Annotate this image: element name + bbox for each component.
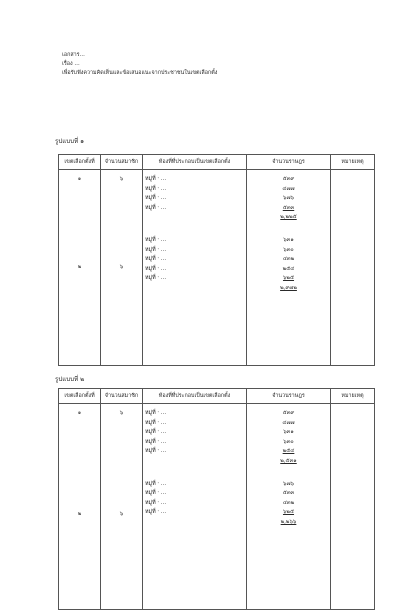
population-total: ๒,๒๒๕ <box>280 214 297 221</box>
remarks-text <box>333 409 372 419</box>
section-2-label: รูปแบบที่ ๒ <box>55 376 85 383</box>
section-1-label: รูปแบบที่ ๑ <box>55 138 85 145</box>
population-cell <box>247 170 331 366</box>
remarks-cell <box>331 170 375 366</box>
population-value: ๖๓๐ <box>283 246 294 253</box>
village-name: หมู่ที่ · … <box>145 195 167 202</box>
village-name: หมู่ที่ · … <box>145 246 167 253</box>
population-value: ๖๒๕ <box>282 509 295 516</box>
col-header-population: จำนวนราษฎร <box>247 155 331 170</box>
village-name: หมู่ที่ · … <box>145 490 167 497</box>
col-header-district: เขตเลือกตั้งที่ <box>59 389 101 404</box>
col-header-population: จำนวนราษฎร <box>247 389 331 404</box>
village-name: หมู่ที่ · … <box>145 275 167 282</box>
remarks-cell <box>331 404 375 610</box>
col-header-villages: ท้องที่ที่ประกอบเป็นเขตเลือกตั้ง <box>143 389 247 404</box>
member-count: ๖ <box>119 176 124 182</box>
village-name: หมู่ที่ · … <box>145 429 167 436</box>
population-value: ๔๓๒ <box>282 256 295 263</box>
population-value: ๕๓๓ <box>282 204 295 211</box>
col-header-remarks: หมายเหตุ <box>331 389 375 404</box>
population-value: ๖๗๖ <box>283 195 294 202</box>
col-header-members: จำนวนสมาชิก <box>101 155 143 170</box>
village-name: หมู่ที่ · … <box>145 509 167 516</box>
member-count: ๖ <box>119 510 124 517</box>
table-row <box>59 170 375 366</box>
population-value: ๖๓๑ <box>283 429 294 436</box>
village-name: หมู่ที่ · … <box>145 236 167 243</box>
village-name: หมู่ที่ · … <box>145 204 167 211</box>
district-cell <box>59 170 101 366</box>
document-title-line-2: เรื่อง … <box>62 61 80 67</box>
population-value: ๖๗๖ <box>283 480 294 487</box>
village-name: หมู่ที่ · … <box>145 448 167 455</box>
population-value: ๖๒๕ <box>282 275 295 282</box>
village-name: หมู่ที่ · … <box>145 256 167 263</box>
village-name: หมู่ที่ · … <box>145 265 167 272</box>
population-value: ๔๓๒ <box>282 499 295 506</box>
table-header-row <box>59 155 375 170</box>
members-cell <box>101 170 143 366</box>
col-header-members: จำนวนสมาชิก <box>101 389 143 404</box>
villages-cell <box>143 404 247 610</box>
villages-cell <box>143 170 247 366</box>
district-number: ๒ <box>77 263 82 270</box>
population-value: ๕๓๙ <box>282 176 295 182</box>
district-table-1 <box>58 154 375 366</box>
village-name: หมู่ที่ · … <box>145 185 167 192</box>
document-title-line-1: เอกสาร… <box>62 52 85 58</box>
district-number: ๒ <box>77 510 82 517</box>
district-cell <box>59 404 101 610</box>
member-count: ๖ <box>119 410 124 416</box>
population-value: ๔๗๗ <box>282 419 295 426</box>
col-header-villages: ท้องที่ที่ประกอบเป็นเขตเลือกตั้ง <box>143 155 247 170</box>
village-name: หมู่ที่ · … <box>145 176 167 182</box>
district-number: ๑ <box>77 176 82 182</box>
col-header-district: เขตเลือกตั้งที่ <box>59 155 101 170</box>
population-value: ๕๓๙ <box>282 410 295 416</box>
village-name: หมู่ที่ · … <box>145 410 167 416</box>
population-total: ๒,๕๓๑ <box>280 457 297 464</box>
population-cell <box>247 404 331 610</box>
population-value: ๒๕๔ <box>282 448 295 455</box>
population-total: ๒,๙๗๒ <box>280 284 297 291</box>
village-name: หมู่ที่ · … <box>145 438 167 445</box>
village-name: หมู่ที่ · … <box>145 480 167 487</box>
population-value: ๖๓๐ <box>283 438 294 445</box>
village-name: หมู่ที่ · … <box>145 419 167 426</box>
col-header-remarks: หมายเหตุ <box>331 155 375 170</box>
document-title-line-3: เพื่อรับฟังความคิดเห็นและข้อเสนอแนะจากประชาชนในเขตเลือกตั้ง <box>62 70 218 76</box>
district-number: ๑ <box>77 410 82 416</box>
village-name: หมู่ที่ · … <box>145 499 167 506</box>
district-table-2 <box>58 388 375 610</box>
population-value: ๖๓๑ <box>283 236 294 243</box>
table-header-row <box>59 389 375 404</box>
population-value: ๕๓๓ <box>282 490 295 497</box>
table-row <box>59 404 375 610</box>
population-total: ๒,๒๖๖ <box>280 518 297 525</box>
member-count: ๖ <box>119 263 124 270</box>
population-value: ๔๗๗ <box>282 185 295 192</box>
remarks-text <box>333 175 372 185</box>
population-value: ๒๕๔ <box>282 265 295 272</box>
members-cell <box>101 404 143 610</box>
